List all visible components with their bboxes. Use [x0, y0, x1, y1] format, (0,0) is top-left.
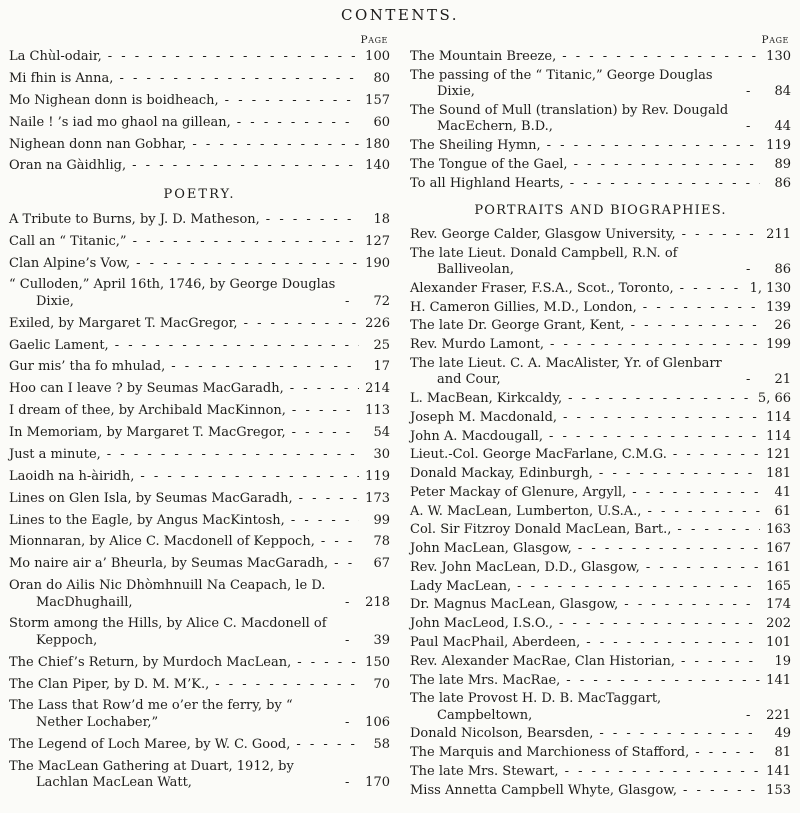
toc-entry [410, 597, 791, 613]
entry-page-number: 150 [365, 654, 390, 670]
toc-entry [410, 764, 791, 780]
entry-page-number: 60 [373, 114, 390, 130]
dash-leader [682, 227, 760, 243]
dash-leader [566, 673, 760, 689]
dash-leader [677, 522, 760, 538]
entry-page-number: 181 [766, 466, 791, 482]
toc-entry [410, 616, 791, 632]
entry-title: Joseph M. Macdonald, [410, 409, 558, 425]
entry-title: A Tribute to Burns, by J. D. Matheson, [9, 211, 260, 227]
entry-page-number: 25 [373, 337, 390, 353]
dash-leader [631, 318, 760, 334]
toc-entry [9, 212, 390, 228]
toc-entry [410, 691, 791, 724]
entry-title: A. W. MacLean, Lumberton, U.S.A., [410, 503, 642, 519]
entry-page-number: 89 [774, 156, 791, 172]
dash-leader [299, 491, 359, 507]
entry-page-number: 119 [766, 138, 791, 154]
toc-entry [410, 726, 791, 742]
toc-entry [410, 300, 791, 316]
entry-list [9, 49, 390, 175]
dash-leader [345, 633, 359, 649]
toc-entry [9, 698, 390, 731]
toc-entry [410, 49, 791, 65]
entry-title: Mo Nighean donn is boidheach, [9, 92, 219, 108]
dash-leader [225, 93, 359, 109]
entry-page-number: 26 [774, 318, 791, 334]
entry-page-number: 114 [766, 409, 791, 425]
dash-leader [115, 338, 359, 354]
toc-entry [9, 534, 390, 550]
entry-page-number: 157 [365, 92, 390, 108]
entry-title: L. MacBean, Kirkcaldy, [410, 391, 563, 407]
entry-list [410, 49, 791, 192]
entry-title: Call an “ Titanic,” [9, 233, 127, 249]
dash-leader [565, 764, 760, 780]
dash-leader [646, 560, 760, 576]
toc-entry [410, 429, 791, 445]
columns-container [9, 34, 791, 802]
entry-title: The Lass that Row’d me o’er the ferry, by “ Nether Lochaber,” [9, 698, 293, 730]
dash-leader [746, 708, 760, 724]
entry-page-number: 44 [774, 119, 791, 135]
column-sections [9, 49, 390, 791]
toc-entry [9, 277, 390, 310]
dash-leader [643, 300, 760, 316]
entry-page-number: 161 [766, 559, 791, 575]
entry-title: Col. Sir Fitzroy Donald MacLean, Bart., [410, 522, 672, 538]
toc-entry [9, 513, 390, 529]
toc-entry [410, 783, 791, 799]
toc-entry [9, 234, 390, 250]
entry-title: Rev. Alexander MacRae, Clan Historian, [410, 653, 675, 669]
dash-leader [108, 49, 359, 65]
dash-leader [578, 541, 760, 557]
toc-entry [9, 359, 390, 375]
entry-title: The Clan Piper, by D. M. M’K., [9, 676, 210, 692]
entry-page-number: 211 [766, 226, 791, 242]
toc-entry [410, 138, 791, 154]
entry-list [410, 227, 791, 799]
dash-leader [695, 745, 760, 761]
entry-title: Lines to the Eagle, by Angus MacKintosh, [9, 512, 285, 528]
toc-entry [9, 93, 390, 109]
entry-page-number: 67 [373, 556, 390, 572]
toc-entry [9, 469, 390, 485]
entry-title: The Legend of Loch Maree, by W. C. Good, [9, 736, 291, 752]
entry-title: I dream of thee, by Archibald MacKinnon, [9, 403, 286, 419]
entry-title: Rev. John MacLean, D.D., Glasgow, [410, 559, 640, 575]
dash-leader [292, 425, 359, 441]
entry-page-number: 19 [774, 653, 791, 669]
toc-entry [410, 103, 791, 136]
toc-section [410, 203, 791, 799]
entry-page-number: 170 [365, 774, 390, 790]
section-heading: POETRY. [163, 186, 236, 202]
entry-page-number: 202 [766, 616, 791, 632]
entry-page-number: 30 [373, 446, 390, 462]
entry-page-number: 113 [365, 403, 390, 419]
entry-page-number: 5, 66 [757, 391, 791, 407]
entry-title: Paul MacPhail, Aberdeen, [410, 635, 581, 651]
dash-leader [192, 137, 359, 153]
dash-leader [345, 775, 359, 791]
dash-leader [547, 138, 760, 154]
entry-title: Mionnaran, by Alice C. Macdonell of Keppoch, [9, 534, 315, 550]
entry-title: Lieut.-Col. George MacFarlane, C.M.G. [410, 447, 667, 463]
entry-page-number: 21 [774, 372, 791, 388]
toc-entry [9, 578, 390, 611]
toc-entry [410, 410, 791, 426]
entry-page-number: 84 [774, 84, 791, 100]
entry-page-number: 86 [774, 175, 791, 191]
toc-entry [9, 403, 390, 419]
toc-entry [9, 316, 390, 332]
dash-leader [345, 715, 359, 731]
dash-leader [133, 234, 359, 250]
entry-title: Storm among the Hills, by Alice C. Macdonell of Keppoch, [9, 616, 327, 648]
entry-title: Rev. George Calder, Glasgow University, [410, 226, 676, 242]
entry-title: Peter Mackay of Glenure, Argyll, [410, 484, 627, 500]
entry-title: The Marquis and Marchioness of Stafford, [410, 745, 690, 761]
entry-title: The Mountain Breeze, [410, 49, 557, 64]
entry-page-number: 199 [766, 337, 791, 353]
dash-leader [624, 597, 760, 613]
entry-page-number: 190 [365, 255, 390, 271]
toc-entry [9, 447, 390, 463]
entry-title: To all Highland Hearts, [410, 175, 564, 191]
entry-page-number: 165 [766, 578, 791, 594]
entry-page-number: 18 [373, 211, 390, 227]
dash-leader [237, 115, 359, 131]
entry-title: Mi fhin is Anna, [9, 70, 114, 86]
entry-page-number: 78 [373, 534, 390, 550]
entry-page-number: 121 [766, 447, 791, 463]
entry-page-number: 54 [373, 425, 390, 440]
dash-leader [673, 447, 760, 463]
entry-title: Alexander Fraser, F.S.A., Scot., Toronto, [410, 280, 674, 296]
entry-page-number: 180 [365, 136, 390, 152]
entry-title: The late Provost H. D. B. MacTaggart, Campbeltown, [410, 691, 662, 723]
toc-entry [410, 227, 791, 243]
entry-page-number: 58 [373, 736, 390, 752]
entry-title: La Chùl-odair, [9, 49, 102, 64]
toc-entry [410, 68, 791, 101]
entry-page-number: 17 [373, 359, 390, 375]
dash-leader [321, 534, 359, 550]
toc-entry [9, 425, 390, 441]
entry-title: Exiled, by Margaret T. MacGregor, [9, 315, 238, 331]
entry-title: The late Mrs. MacRae, [410, 672, 561, 688]
toc-entry [410, 176, 791, 192]
dash-leader [599, 726, 760, 742]
entry-page-number: 141 [766, 763, 791, 779]
entry-page-number: 1, 130 [749, 280, 791, 296]
entry-title: John MacLean, Glasgow, [410, 541, 572, 557]
page-column-label: PAGE [360, 34, 388, 46]
toc-entry [410, 337, 791, 353]
dash-leader [266, 212, 359, 228]
dash-leader [290, 381, 359, 397]
dash-leader [746, 84, 760, 100]
toc-section [9, 187, 390, 792]
entry-page-number: 101 [766, 635, 791, 651]
entry-title: John A. Macdougall, [410, 428, 543, 444]
entry-title: Oran na Gàidhlig, [9, 158, 127, 174]
entry-title: The Sheiling Hymn, [410, 138, 541, 154]
toc-entry [410, 579, 791, 595]
page-title: CONTENTS. [341, 6, 459, 24]
entry-page-number: 214 [365, 381, 390, 397]
entry-page-number: 100 [365, 49, 390, 64]
entry-page-number: 39 [373, 632, 390, 648]
entry-title: The late Dr. George Grant, Kent, [410, 318, 625, 334]
entry-title: Nighean donn nan Gobhar, [9, 136, 187, 152]
dash-leader [746, 119, 760, 135]
toc-entry [410, 246, 791, 279]
entry-title: Clan Alpine’s Vow, [9, 255, 131, 271]
toc-entry [410, 673, 791, 689]
toc-entry [410, 391, 791, 407]
contents-column-right [410, 34, 791, 802]
dash-leader [586, 635, 760, 651]
entry-title: Donald Mackay, Edinburgh, [410, 466, 593, 482]
dash-leader [746, 372, 760, 388]
dash-leader [132, 158, 359, 174]
entry-title: The passing of the “ Titanic,” George Douglas Dixie, [410, 67, 713, 100]
entry-title: The late Lieut. C. A. MacAlister, Yr. of Glenbarr and Cour, [410, 355, 722, 388]
entry-page-number: 139 [766, 299, 791, 315]
entry-page-number: 99 [373, 512, 390, 528]
toc-entry [410, 560, 791, 576]
entry-page-number: 174 [766, 597, 791, 613]
section-heading: PORTRAITS AND BIOGRAPHIES. [474, 202, 727, 218]
toc-entry [9, 381, 390, 397]
entry-title: The Chief’s Return, by Murdoch MacLean, [9, 654, 292, 670]
dash-leader [680, 281, 745, 297]
entry-title: Gur mis’ tha fo mhulad, [9, 359, 166, 375]
toc-entry [9, 115, 390, 131]
entry-page-number: 173 [365, 490, 390, 506]
dash-leader [136, 256, 359, 272]
toc-entry [9, 137, 390, 153]
toc-entry [410, 356, 791, 389]
toc-entry [9, 759, 390, 792]
entry-page-number: 86 [774, 262, 791, 278]
entry-title: The late Mrs. Stewart, [410, 763, 559, 779]
entry-title: Donald Nicolson, Bearsden, [410, 726, 594, 742]
toc-entry [9, 737, 390, 753]
entry-title: The MacLean Gathering at Duart, 1912, by Lachlan MacLean Watt, [9, 758, 294, 790]
entry-title: The Tongue of the Gael, [410, 156, 568, 172]
dash-leader [296, 737, 359, 753]
entry-page-number: 41 [774, 484, 791, 500]
dash-leader [215, 677, 359, 693]
toc-entry [410, 157, 791, 173]
contents-column-left [9, 34, 390, 802]
entry-title: Rev. Murdo Lamont, [410, 337, 544, 353]
dash-leader [683, 783, 760, 799]
toc-entry [9, 677, 390, 693]
dash-leader [292, 403, 359, 419]
entry-title: “ Culloden,” April 16th, 1746, by George Douglas Dixie, [9, 277, 336, 309]
entry-page-number: 81 [774, 745, 791, 761]
toc-entry [410, 745, 791, 761]
entry-title: Just a minute, [9, 446, 101, 462]
toc-entry [410, 654, 791, 670]
toc-section [410, 49, 791, 192]
entry-title: Hoo can I leave ? by Seumas MacGaradh, [9, 381, 284, 397]
dash-leader [140, 469, 359, 485]
toc-entry [9, 338, 390, 354]
entry-page-number: 114 [766, 428, 791, 444]
toc-entry [9, 49, 390, 65]
toc-entry [410, 466, 791, 482]
dash-leader [119, 71, 359, 87]
entry-page-number: 141 [766, 672, 791, 688]
entry-title: Lady MacLean, [410, 578, 512, 594]
dash-leader [171, 359, 359, 375]
entry-title: Mo naire air a’ Bheurla, by Seumas MacGaradh, [9, 556, 329, 572]
dash-leader [562, 49, 760, 65]
entry-title: H. Cameron Gillies, M.D., London, [410, 299, 637, 315]
toc-entry [410, 281, 791, 297]
toc-entry [9, 655, 390, 671]
dash-leader [632, 485, 760, 501]
toc-entry [9, 256, 390, 272]
toc-entry [9, 158, 390, 174]
entry-page-number: 226 [365, 315, 390, 331]
entry-page-number: 61 [774, 503, 791, 519]
toc-entry [9, 71, 390, 87]
dash-leader [559, 616, 760, 632]
toc-entry [9, 491, 390, 507]
dash-leader [345, 294, 359, 310]
dash-leader [244, 316, 359, 332]
dash-leader [291, 513, 359, 529]
dash-leader [574, 157, 760, 173]
entry-page-number: 218 [365, 594, 390, 610]
entry-title: Gaelic Lament, [9, 337, 109, 353]
page-column-label: PAGE [761, 34, 789, 46]
dash-leader [746, 262, 760, 278]
entry-title: Oran do Ailis Nic Dhòmhnuill Na Ceapach, le D. MacDhughaill, [9, 578, 326, 610]
entry-page-number: 130 [766, 49, 791, 64]
entry-page-number: 127 [365, 233, 390, 249]
toc-entry [410, 504, 791, 520]
dash-leader [334, 556, 359, 572]
toc-entry [410, 485, 791, 501]
toc-section [9, 49, 390, 175]
entry-page-number: 221 [766, 707, 791, 723]
entry-title: Lines on Glen Isla, by Seumas MacGaradh, [9, 490, 293, 506]
dash-leader [599, 466, 760, 482]
dash-leader [549, 429, 760, 445]
toc-entry [9, 616, 390, 649]
entry-page-number: 119 [365, 468, 390, 484]
dash-leader [297, 655, 359, 671]
entry-title: Laoidh na h-àiridh, [9, 468, 135, 484]
toc-entry [9, 556, 390, 572]
entry-page-number: 80 [373, 70, 390, 86]
entry-title: Dr. Magnus MacLean, Glasgow, [410, 597, 619, 613]
entry-page-number: 163 [766, 522, 791, 538]
toc-entry [410, 522, 791, 538]
dash-leader [345, 595, 359, 611]
entry-page-number: 106 [365, 714, 390, 730]
dash-leader [517, 579, 760, 595]
entry-title: In Memoriam, by Margaret T. MacGregor, [9, 425, 286, 440]
dash-leader [550, 337, 760, 353]
entry-list [9, 212, 390, 792]
entry-title: The Sound of Mull (translation) by Rev. Dougald MacEchern, B.D., [410, 102, 729, 135]
dash-leader [107, 447, 359, 463]
entry-page-number: 140 [365, 158, 390, 174]
entry-page-number: 167 [766, 541, 791, 557]
toc-entry [410, 635, 791, 651]
entry-title: The late Lieut. Donald Campbell, R.N. of Balliveolan, [410, 245, 678, 278]
dash-leader [647, 504, 760, 520]
dash-leader [568, 391, 753, 407]
dash-leader [563, 410, 760, 426]
toc-entry [410, 541, 791, 557]
toc-entry [410, 447, 791, 463]
entry-title: John MacLeod, I.S.O., [410, 616, 553, 632]
entry-page-number: 153 [766, 782, 791, 798]
entry-page-number: 70 [373, 676, 390, 692]
entry-title: Miss Annetta Campbell Whyte, Glasgow, [410, 782, 678, 798]
entry-page-number: 72 [373, 293, 390, 309]
dash-leader [681, 654, 760, 670]
entry-page-number: 49 [774, 726, 791, 742]
entry-title: Naile ! ’s iad mo ghaol na gillean, [9, 114, 231, 130]
dash-leader [570, 176, 760, 192]
column-sections [410, 49, 791, 799]
toc-entry [410, 318, 791, 334]
